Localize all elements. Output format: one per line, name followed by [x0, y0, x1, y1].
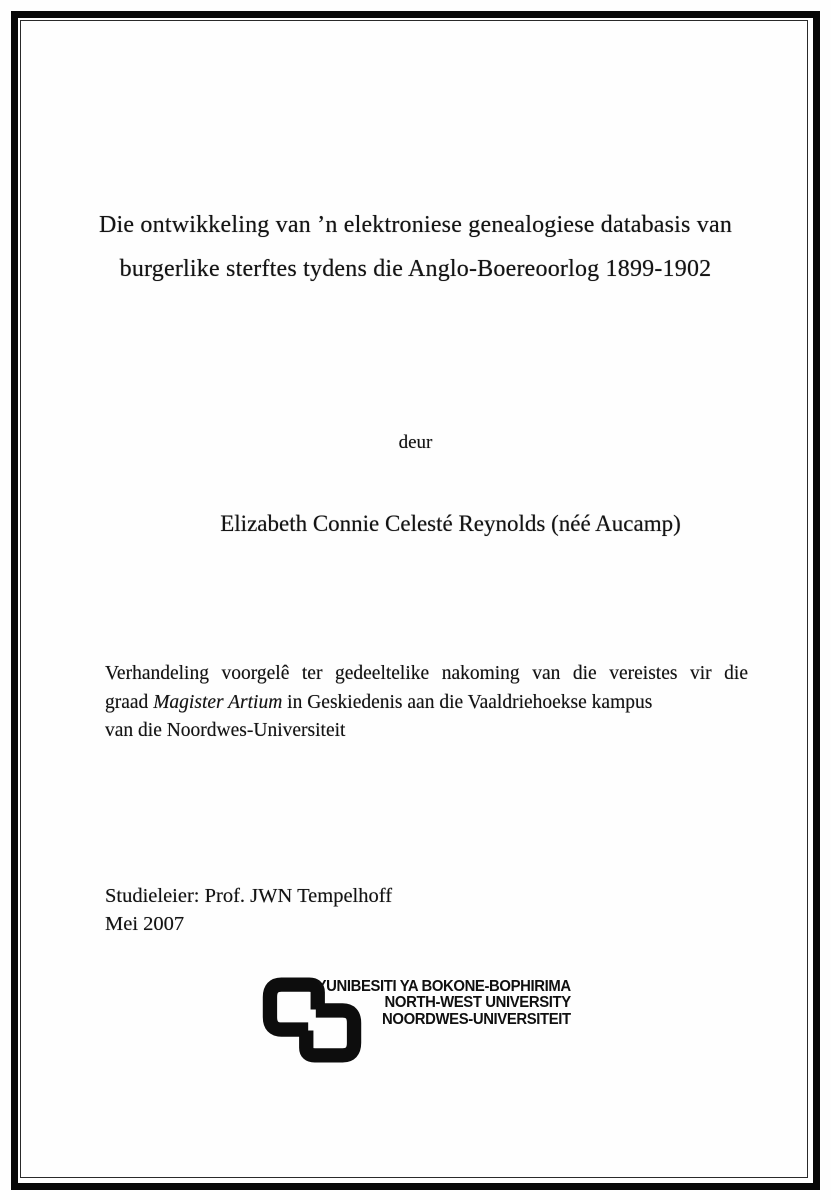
logo-text-english: NORTH-WEST UNIVERSITY	[384, 994, 571, 1012]
degree-statement-line2-prefix: graad	[105, 691, 154, 713]
degree-statement-line3: van die Noordwes-Universiteit	[105, 720, 346, 741]
degree-name-italic: Magister Artium	[153, 691, 283, 713]
logo-text-afrikaans: NOORDWES-UNIVERSITEIT	[382, 1010, 571, 1028]
university-logo	[0, 968, 831, 1078]
byline-label: deur	[398, 432, 433, 453]
degree-statement-line2	[105, 689, 748, 718]
degree-statement-line2-suffix: in Geskiedenis aan die Vaaldriehoekse kampus	[282, 691, 653, 713]
logo-text-setswana: YUNIBESITI YA BOKONE-BOPHIRIMA	[316, 978, 571, 995]
supervisor-block	[105, 883, 605, 938]
university-logo-text	[317, 979, 571, 1028]
thesis-title	[30, 203, 801, 291]
degree-statement	[105, 660, 748, 746]
author-name: Elizabeth Connie Celesté Reynolds (néé Aucamp)	[220, 511, 681, 536]
thesis-title-line1: Die ontwikkeling van ’n elektroniese genealogiese databasis van	[98, 212, 733, 238]
supervisor-line: Studieleier: Prof. JWN Tempelhoff	[105, 885, 393, 907]
degree-statement-line1: Verhandeling voorgelê ter gedeeltelike nakoming van die vereistes vir die	[105, 663, 748, 684]
date-line: Mei 2007	[105, 912, 185, 935]
thesis-title-line2: burgerlike sterftes tydens die Anglo-Boereoorlog 1899-1902	[119, 256, 712, 282]
